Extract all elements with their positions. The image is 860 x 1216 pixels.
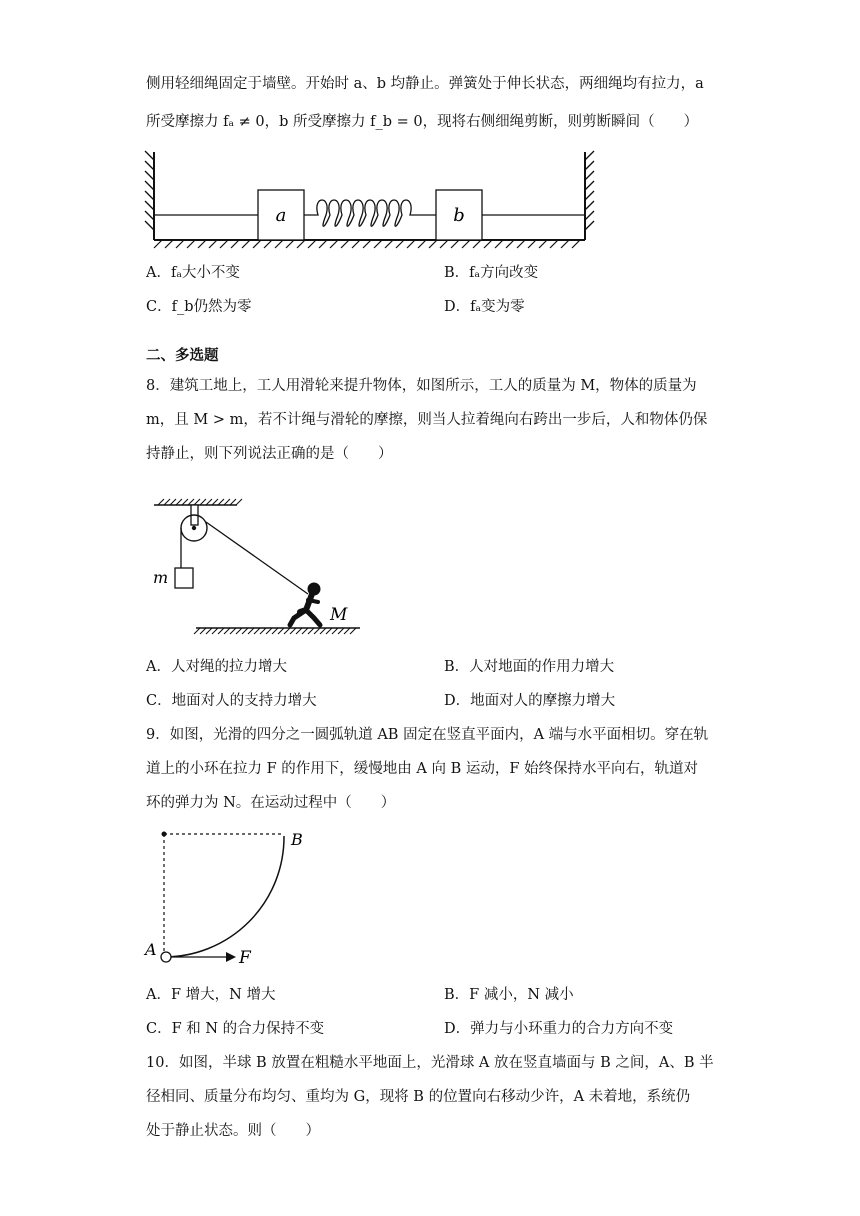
label-F: F <box>239 948 251 968</box>
q7-text-line1: 侧用轻细绳固定于墙壁。开始时 a、b 均静止。弹簧处于伸长状态，两细绳均有拉力，a <box>146 76 704 92</box>
q9-text-line3: 环的弹力为 N。在运动过程中（ ） <box>146 795 396 811</box>
arc-track <box>164 836 284 957</box>
q8-option-a[interactable]: A．人对绳的拉力增大 <box>146 659 287 675</box>
q7-option-a[interactable]: A．fₐ大小不变 <box>146 265 240 281</box>
q8-option-d[interactable]: D．地面对人的摩擦力增大 <box>444 693 616 709</box>
q9-option-b[interactable]: B．F 减小，N 减小 <box>444 987 574 1003</box>
q9-option-c[interactable]: C．F 和 N 的合力保持不变 <box>146 1021 325 1037</box>
small-ring <box>161 952 171 962</box>
block-b-label: b <box>453 205 465 226</box>
label-m: m <box>153 568 169 587</box>
q8-text-line3: 持静止，则下列说法正确的是（ ） <box>146 446 393 462</box>
q8-option-b[interactable]: B．人对地面的作用力增大 <box>444 659 615 675</box>
q8-text-line1: 8．建筑工地上，工人用滑轮来提升物体，如图所示，工人的质量为 M，物体的质量为 <box>146 378 697 394</box>
q10-text-line2: 径相同、质量分布均匀、重均为 G，现将 B 的位置向右移动少许，A 未着地，系统仍 <box>146 1089 691 1105</box>
q7-option-b[interactable]: B．fₐ方向改变 <box>444 265 539 281</box>
q9-text-line1: 9．如图，光滑的四分之一圆弧轨道 AB 固定在竖直平面内，A 端与水平面相切。穿在轨 <box>146 727 709 743</box>
q8-option-c[interactable]: C．地面对人的支持力增大 <box>146 693 317 709</box>
q10-text-line3: 处于静止状态。则（ ） <box>146 1123 320 1139</box>
q7-text-line2: 所受摩擦力 fₐ ≠ 0，b 所受摩擦力 f_b = 0，现将右侧细绳剪断，则剪断瞬间（ ） <box>146 114 699 130</box>
q9-option-a[interactable]: A．F 增大，N 增大 <box>146 987 276 1003</box>
q7-option-c[interactable]: C．f_b仍然为零 <box>146 299 252 315</box>
label-A: A <box>145 940 157 959</box>
q9-option-d[interactable]: D．弹力与小环重力的合力方向不变 <box>444 1021 674 1037</box>
q8-text-line2: m，且 M > m，若不计绳与滑轮的摩擦，则当人拉着绳向右跨出一步后，人和物体仍保 <box>146 412 708 428</box>
label-B: B <box>291 830 303 849</box>
q9-text-line2: 道上的小环在拉力 F 的作用下，缓慢地由 A 向 B 运动，F 始终保持水平向右，轨道对 <box>146 761 699 777</box>
q7-option-d[interactable]: D．fₐ变为零 <box>444 299 525 315</box>
q10-text-line1: 10．如图，半球 B 放置在粗糙水平地面上，光滑球 A 放在竖直墙面与 B 之间，A、B 半 <box>146 1055 714 1071</box>
block-a-label: a <box>275 205 287 226</box>
section-heading: 二、多选题 <box>146 347 219 364</box>
label-M: M <box>330 605 348 625</box>
